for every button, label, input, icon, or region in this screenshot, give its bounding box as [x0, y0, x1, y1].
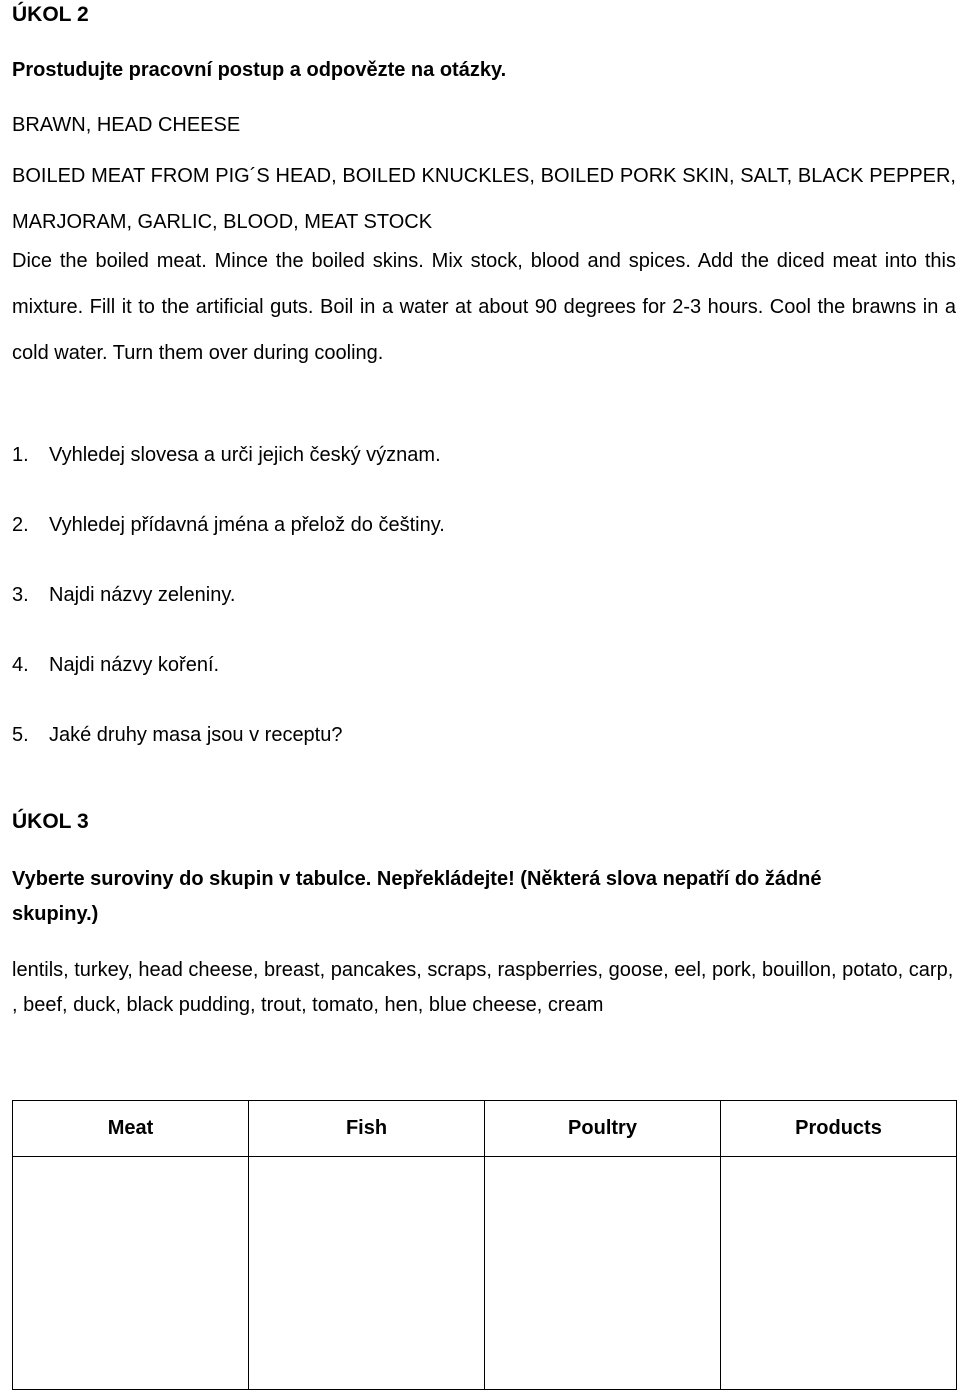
question-item — [12, 717, 445, 787]
column-header-fish: Fish — [249, 1101, 485, 1157]
table-row — [13, 1157, 957, 1390]
recipe-title: BRAWN, HEAD CHEESE — [12, 114, 241, 136]
table-header-row — [13, 1101, 957, 1157]
worksheet-page — [12, 0, 956, 1394]
recipe-procedure: Dice the boiled meat. Mince the boiled skins. Mix stock, blood and spices. Add the diced meat into this mixture. Fill it to the artificial guts. Boil in a water at about 90 degrees for 2-3 hours. Cool the brawns in a cold water. Turn them over during cooling. — [12, 250, 956, 364]
question-text: Vyhledej slovesa a urči jejich český význam. — [49, 444, 441, 466]
question-item — [12, 577, 445, 647]
question-number: 2. — [12, 514, 29, 536]
answer-cell-products[interactable] — [721, 1157, 957, 1390]
question-text: Najdi názvy zeleniny. — [49, 584, 236, 606]
column-header-products: Products — [721, 1101, 957, 1157]
question-list — [12, 437, 445, 787]
column-header-poultry: Poultry — [485, 1101, 721, 1157]
question-item — [12, 437, 445, 507]
task3-heading: ÚKOL 3 — [12, 810, 89, 833]
question-item — [12, 507, 445, 577]
task2-heading: ÚKOL 2 — [12, 3, 89, 26]
question-text: Vyhledej přídavná jména a přelož do češtiny. — [49, 514, 445, 536]
question-number: 3. — [12, 584, 29, 606]
column-header-meat: Meat — [13, 1101, 249, 1157]
recipe-ingredients: BOILED MEAT FROM PIG´S HEAD, BOILED KNUCKLES, BOILED PORK SKIN, SALT, BLACK PEPPER, MARJORAM, GARLIC, BLOOD, MEAT STOCK — [12, 165, 956, 233]
task3-instruction: Vyberte suroviny do skupin v tabulce. Nepřekládejte! (Některá slova nepatří do žádné skupiny.) — [12, 868, 822, 925]
question-number: 4. — [12, 654, 29, 676]
question-number: 1. — [12, 444, 29, 466]
answer-cell-poultry[interactable] — [485, 1157, 721, 1390]
answer-cell-fish[interactable] — [249, 1157, 485, 1390]
task2-instruction: Prostudujte pracovní postup a odpovězte na otázky. — [12, 59, 507, 81]
answer-cell-meat[interactable] — [13, 1157, 249, 1390]
question-text: Najdi názvy koření. — [49, 654, 220, 676]
question-text: Jaké druhy masa jsou v receptu? — [49, 724, 343, 746]
question-number: 5. — [12, 724, 29, 746]
question-item — [12, 647, 445, 717]
category-table — [12, 1100, 957, 1390]
ingredient-word-list: lentils, turkey, head cheese, breast, pancakes, scraps, raspberries, goose, eel, pork, bouillon, potato, carp, , beef, duck, black pudding, trout, tomato, hen, blue cheese, cream — [12, 959, 954, 1016]
